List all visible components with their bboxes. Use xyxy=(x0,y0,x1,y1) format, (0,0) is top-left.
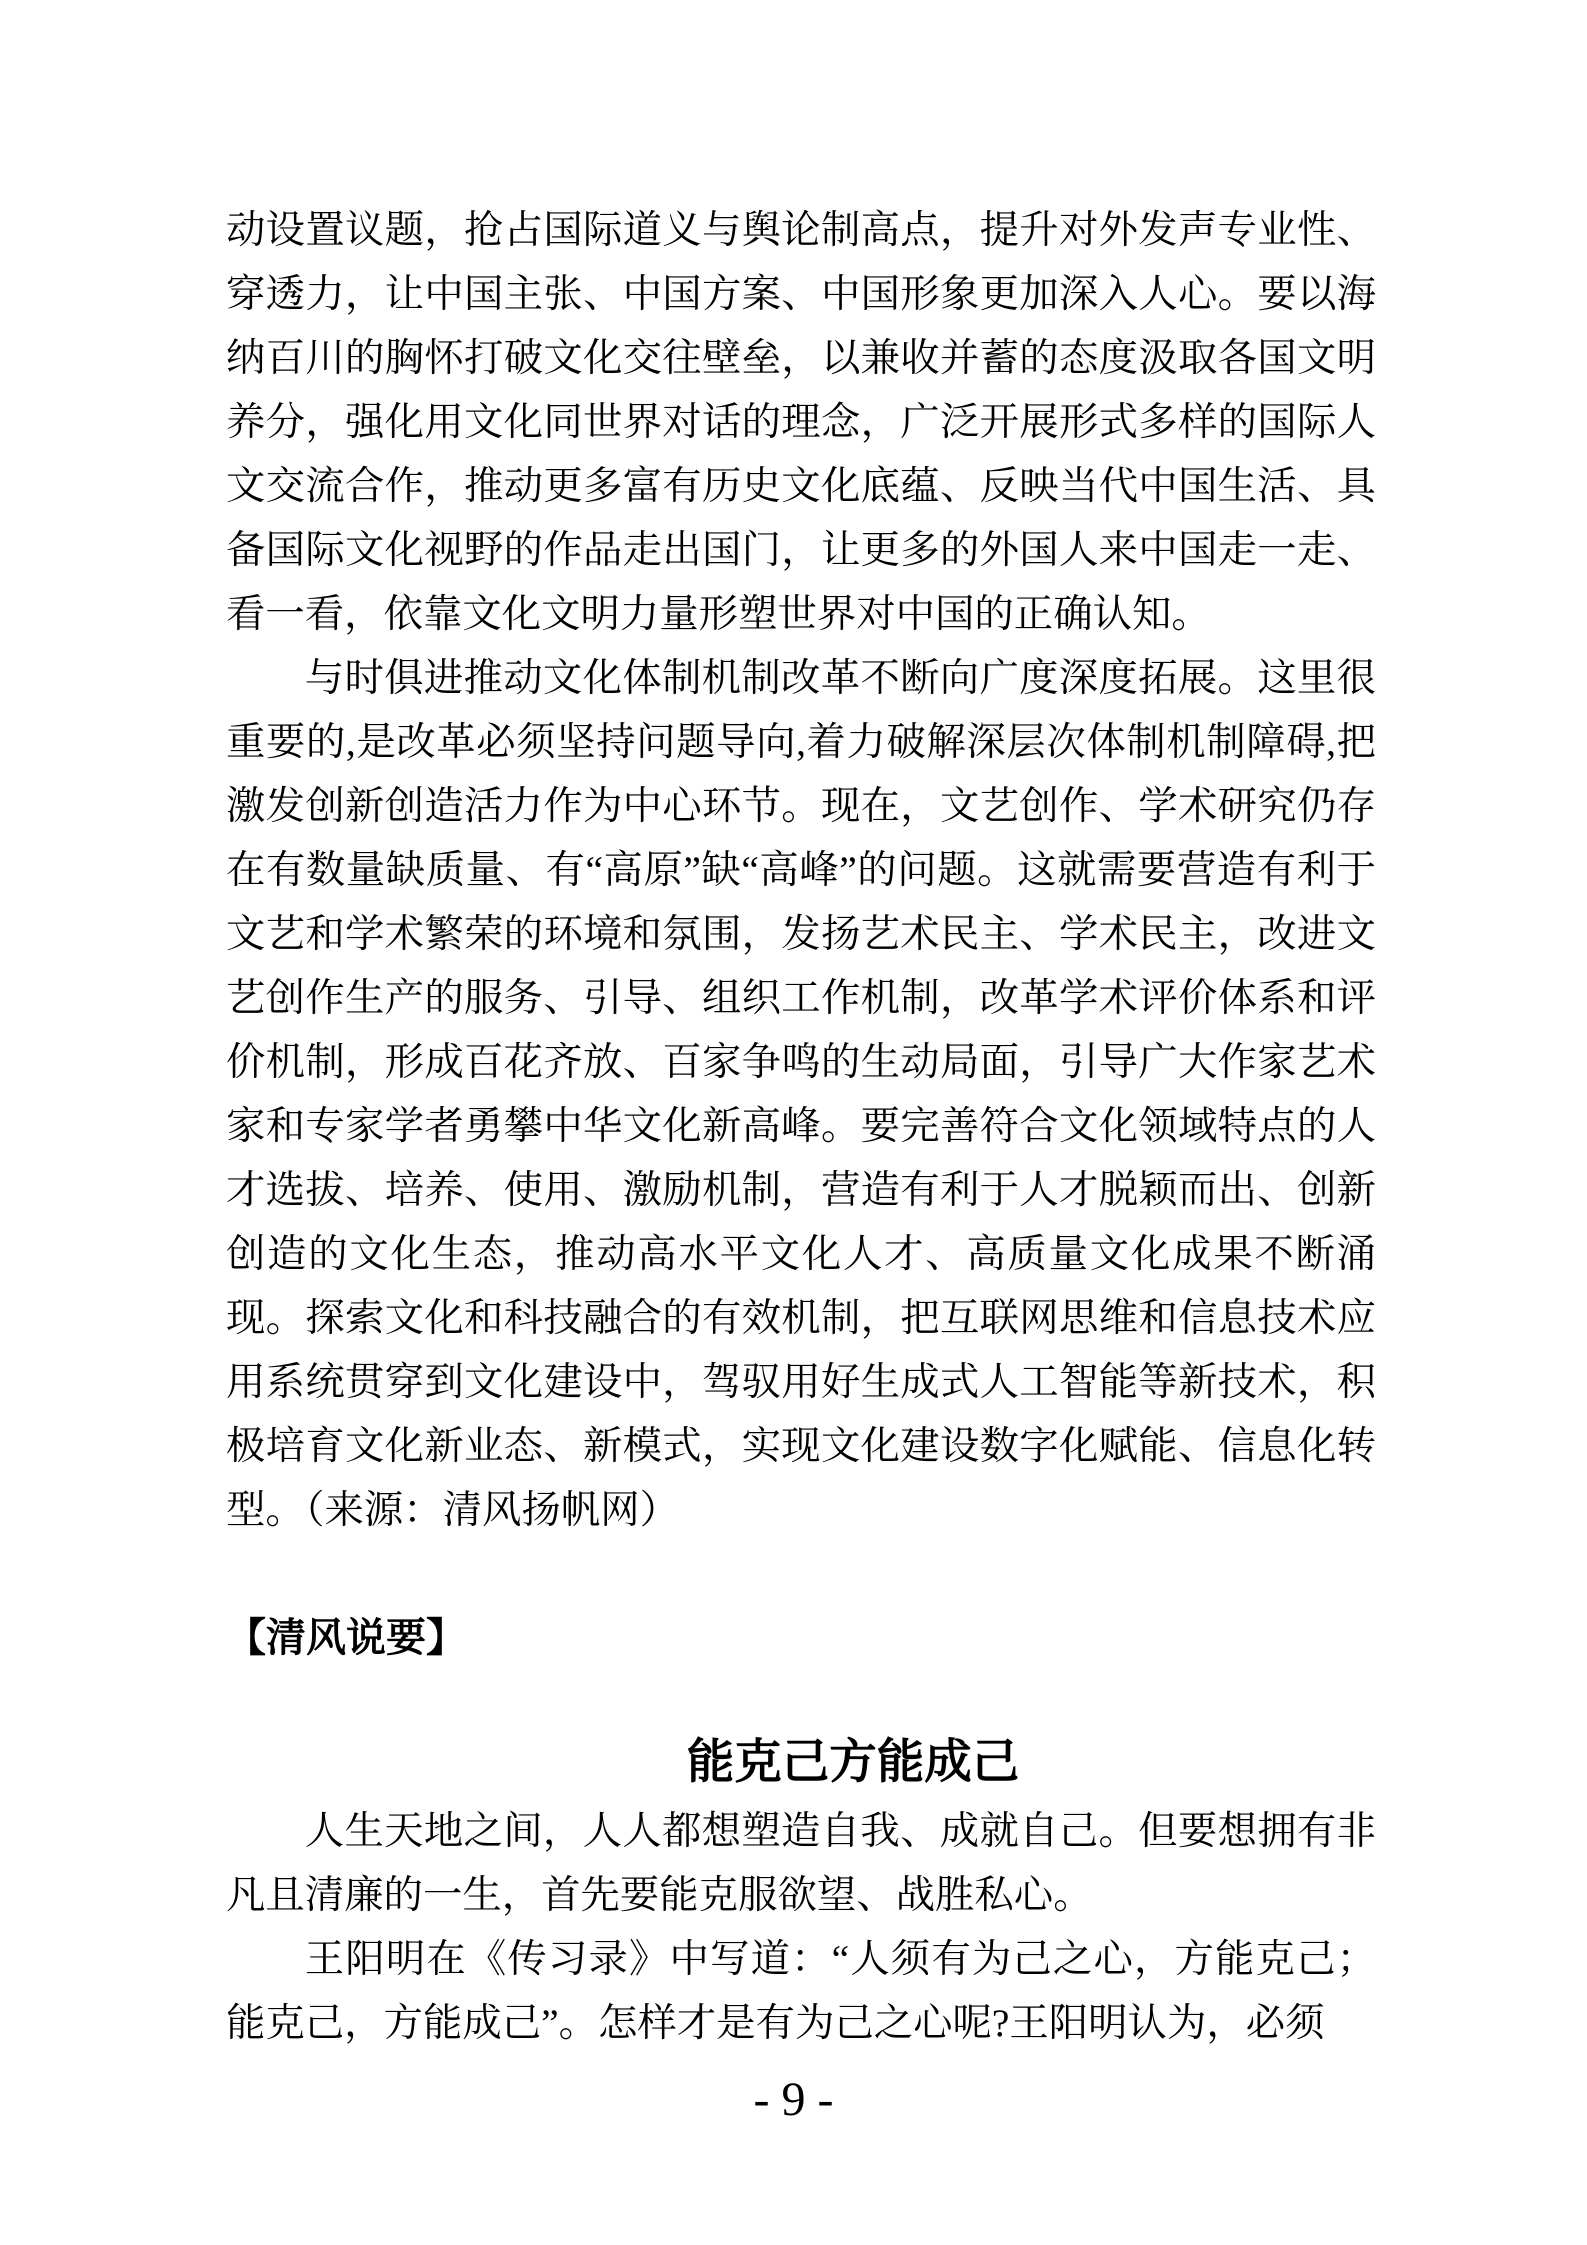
article-paragraph: 王阳明在《传习录》中写道：“人须有为己之心，方能克己；能克己，方能成己”。怎样才是有为己之心呢?王阳明认为，必须 xyxy=(226,1937,1376,2045)
article-title: 能克己方能成己 xyxy=(686,1737,1020,1789)
article-paragraph: 人生天地之间，人人都想塑造自我、成就自己。但要想拥有非凡且清廉的一生，首先要能克服欲望、战胜私心。 xyxy=(226,1809,1376,1917)
body-paragraph: 与时俱进推动文化体制机制改革不断向广度深度拓展。这里很重要的,是改革必须坚持问题导向,着力破解深层次体制机制障碍,把激发创新创造活力作为中心环节。现在，文艺创作、学术研究仍存在有数量缺质量、有“高原”缺“高峰”的问题。这就需要营造有利于文艺和学术繁荣的环境和氛围，发扬艺术民主、学术民主，改进文艺创作生产的服务、引导、组织工作机制，改革学术评价体系和评价机制，形成百花齐放、百家争鸣的生动局面，引导广大作家艺术家和专家学者勇攀中华文化新高峰。要完善符合文化领域特点的人才选拔、培养、使用、激励机制，营造有利于人才脱颖而出、创新创造的文化生态，推动高水平文化人才、高质量文化成果不断涌现。探索文化和科技融合的有效机制，把互联网思维和信息技术应用系统贯穿到文化建设中，驾驭用好生成式人工智能等新技术，积极培育文化新业态、新模式，实现文化建设数字化赋能、信息化转型。（来源：清风扬帆网） xyxy=(226,656,1376,1532)
page-number: - 9 - xyxy=(753,2073,834,2126)
section-heading: 【清风说要】 xyxy=(226,1615,466,1660)
body-paragraph-continued: 动设置议题，抢占国际道义与舆论制高点，提升对外发声专业性、穿透力，让中国主张、中国方案、中国形象更加深入人心。要以海纳百川的胸怀打破文化交往壁垒，以兼收并蓄的态度汲取各国文明养分，强化用文化同世界对话的理念，广泛开展形式多样的国际人文交流合作，推动更多富有历史文化底蕴、反映当代中国生活、具备国际文化视野的作品走出国门，让更多的外国人来中国走一走、看一看，依靠文化文明力量形塑世界对中国的正确认知。 xyxy=(226,208,1376,636)
page-body xyxy=(226,198,1376,2055)
